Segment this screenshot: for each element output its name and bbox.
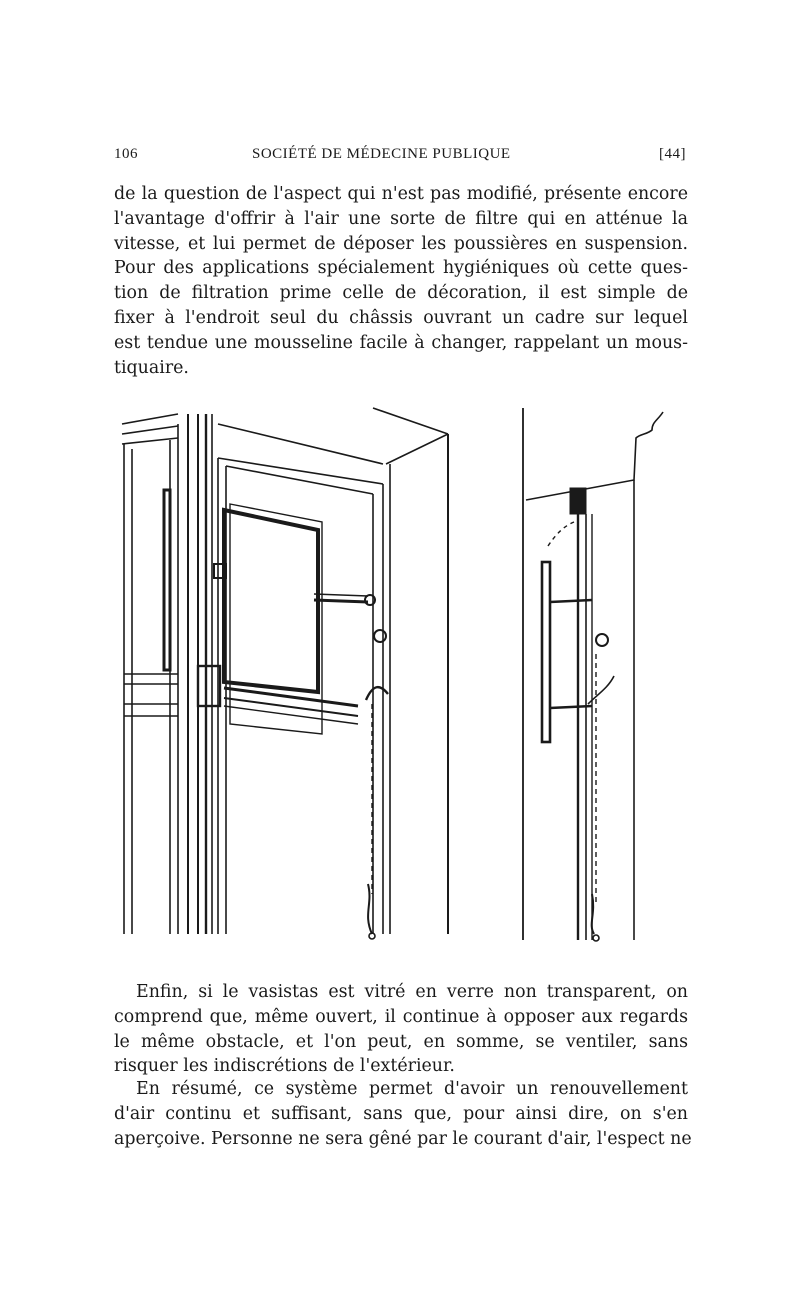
text-line: tiquaire. [114, 357, 189, 378]
window-perspective-drawing [122, 408, 448, 939]
window-section-drawing [523, 408, 663, 941]
text-line: tion de filtration prime celle de décoration, il est simple de [114, 283, 688, 304]
text-line: Pour des applications spécialement hygiéniques où cette ques- [114, 258, 688, 279]
running-header [114, 146, 686, 170]
text-line: l'avantage d'offrir à l'air une sorte de filtre qui en atténue la [114, 208, 688, 229]
running-title: SOCIÉTÉ DE MÉDECINE PUBLIQUE [252, 146, 511, 162]
text-line: est tendue une mousseline facile à changer, rappelant un mous- [114, 332, 688, 353]
text-line: En résumé, ce système permet d'avoir un renouvellement [136, 1079, 688, 1099]
text-line: comprend que, même ouvert, il continue à opposer aux regards [114, 1006, 688, 1027]
text-line: risquer les indiscrétions de l'extérieur. [114, 1056, 455, 1077]
page-number: 106 [114, 146, 138, 162]
text-line: fixer à l'endroit seul du châssis ouvrant un cadre sur lequel [114, 307, 688, 328]
engraving-figure [118, 404, 684, 950]
text-line: vitesse, et lui permet de déposer les poussières en suspension. [114, 233, 688, 254]
text-line: le même obstacle, et l'on peut, en somme, se ventiler, sans [114, 1031, 688, 1052]
window-ventilation-illustration [118, 404, 684, 950]
text-line: Enfin, si le vasistas est vitré en verre non transparent, on [136, 982, 688, 1002]
paragraph-summary [114, 1077, 692, 1151]
paragraph-non-transparent-glass [114, 980, 688, 1079]
page-reference: [44] [659, 146, 686, 162]
text-line: de la question de l'aspect qui n'est pas modifié, présente encore [114, 184, 688, 204]
text-line: aperçoive. Personne ne sera gêné par le courant d'air, l'espect ne [114, 1128, 692, 1149]
paragraph-filtration [114, 182, 688, 380]
text-line: d'air continu et suffisant, sans que, pour ainsi dire, on s'en [114, 1103, 688, 1124]
